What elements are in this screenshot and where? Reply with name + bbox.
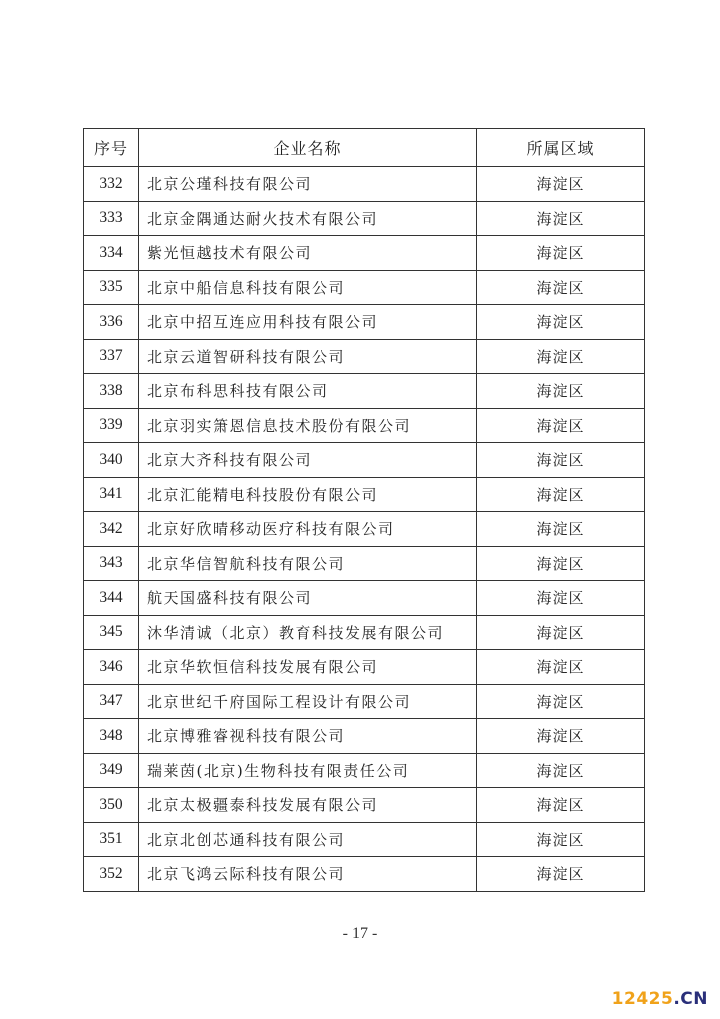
table-row bbox=[84, 443, 645, 478]
row-number: 342 bbox=[84, 512, 139, 547]
company-name: 北京汇能精电科技股份有限公司 bbox=[139, 477, 477, 512]
row-number: 345 bbox=[84, 615, 139, 650]
table-row bbox=[84, 167, 645, 202]
table-row bbox=[84, 684, 645, 719]
company-name: 北京金隅通达耐火技术有限公司 bbox=[139, 201, 477, 236]
table-body bbox=[84, 167, 645, 892]
header-name: 企业名称 bbox=[139, 129, 477, 167]
company-name: 沐华清诚（北京）教育科技发展有限公司 bbox=[139, 615, 477, 650]
region: 海淀区 bbox=[477, 443, 645, 478]
table-row bbox=[84, 305, 645, 340]
company-name: 北京云道智研科技有限公司 bbox=[139, 339, 477, 374]
region: 海淀区 bbox=[477, 339, 645, 374]
row-number: 348 bbox=[84, 719, 139, 754]
row-number: 346 bbox=[84, 650, 139, 685]
row-number: 338 bbox=[84, 374, 139, 409]
region: 海淀区 bbox=[477, 408, 645, 443]
region: 海淀区 bbox=[477, 822, 645, 857]
row-number: 336 bbox=[84, 305, 139, 340]
company-name: 北京世纪千府国际工程设计有限公司 bbox=[139, 684, 477, 719]
row-number: 337 bbox=[84, 339, 139, 374]
region: 海淀区 bbox=[477, 546, 645, 581]
company-name: 北京布科思科技有限公司 bbox=[139, 374, 477, 409]
row-number: 351 bbox=[84, 822, 139, 857]
table-row bbox=[84, 822, 645, 857]
company-name: 北京飞鸿云际科技有限公司 bbox=[139, 857, 477, 892]
row-number: 352 bbox=[84, 857, 139, 892]
company-name: 北京中招互连应用科技有限公司 bbox=[139, 305, 477, 340]
header-region: 所属区域 bbox=[477, 129, 645, 167]
region: 海淀区 bbox=[477, 857, 645, 892]
region: 海淀区 bbox=[477, 236, 645, 271]
company-name: 北京华信智航科技有限公司 bbox=[139, 546, 477, 581]
table-row bbox=[84, 201, 645, 236]
table-row bbox=[84, 339, 645, 374]
company-name: 航天国盛科技有限公司 bbox=[139, 581, 477, 616]
company-name: 北京好欣晴移动医疗科技有限公司 bbox=[139, 512, 477, 547]
row-number: 341 bbox=[84, 477, 139, 512]
region: 海淀区 bbox=[477, 167, 645, 202]
table-row bbox=[84, 719, 645, 754]
region: 海淀区 bbox=[477, 512, 645, 547]
header-no: 序号 bbox=[84, 129, 139, 167]
region: 海淀区 bbox=[477, 201, 645, 236]
table-row bbox=[84, 788, 645, 823]
row-number: 350 bbox=[84, 788, 139, 823]
table-row bbox=[84, 546, 645, 581]
site-watermark-logo bbox=[612, 989, 708, 1009]
region: 海淀区 bbox=[477, 374, 645, 409]
company-name: 瑞莱茵(北京)生物科技有限责任公司 bbox=[139, 753, 477, 788]
region: 海淀区 bbox=[477, 305, 645, 340]
region: 海淀区 bbox=[477, 719, 645, 754]
table-row bbox=[84, 615, 645, 650]
table-row bbox=[84, 270, 645, 305]
watermark-number: 12425 bbox=[611, 989, 674, 1009]
region: 海淀区 bbox=[477, 684, 645, 719]
region: 海淀区 bbox=[477, 270, 645, 305]
table-header-row bbox=[84, 129, 645, 167]
company-name: 北京羽实箫恩信息技术股份有限公司 bbox=[139, 408, 477, 443]
page-number: - 17 - bbox=[342, 925, 378, 942]
company-name: 北京太极疆泰科技发展有限公司 bbox=[139, 788, 477, 823]
row-number: 339 bbox=[84, 408, 139, 443]
table-row bbox=[84, 650, 645, 685]
company-name: 北京公瑾科技有限公司 bbox=[139, 167, 477, 202]
company-name: 北京华软恒信科技发展有限公司 bbox=[139, 650, 477, 685]
company-name: 紫光恒越技术有限公司 bbox=[139, 236, 477, 271]
row-number: 334 bbox=[84, 236, 139, 271]
region: 海淀区 bbox=[477, 753, 645, 788]
table-row bbox=[84, 408, 645, 443]
row-number: 347 bbox=[84, 684, 139, 719]
company-name: 北京中船信息科技有限公司 bbox=[139, 270, 477, 305]
table-row bbox=[84, 512, 645, 547]
region: 海淀区 bbox=[477, 615, 645, 650]
region: 海淀区 bbox=[477, 581, 645, 616]
table-row bbox=[84, 374, 645, 409]
table-row bbox=[84, 477, 645, 512]
company-name: 北京北创芯通科技有限公司 bbox=[139, 822, 477, 857]
watermark-suffix: .CN bbox=[673, 989, 708, 1009]
row-number: 343 bbox=[84, 546, 139, 581]
row-number: 349 bbox=[84, 753, 139, 788]
table-row bbox=[84, 236, 645, 271]
table-row bbox=[84, 581, 645, 616]
row-number: 340 bbox=[84, 443, 139, 478]
region: 海淀区 bbox=[477, 650, 645, 685]
region: 海淀区 bbox=[477, 477, 645, 512]
company-table bbox=[83, 128, 645, 892]
row-number: 333 bbox=[84, 201, 139, 236]
company-name: 北京博雅睿视科技有限公司 bbox=[139, 719, 477, 754]
row-number: 335 bbox=[84, 270, 139, 305]
table-row bbox=[84, 753, 645, 788]
row-number: 344 bbox=[84, 581, 139, 616]
company-name: 北京大齐科技有限公司 bbox=[139, 443, 477, 478]
row-number: 332 bbox=[84, 167, 139, 202]
region: 海淀区 bbox=[477, 788, 645, 823]
table-row bbox=[84, 857, 645, 892]
